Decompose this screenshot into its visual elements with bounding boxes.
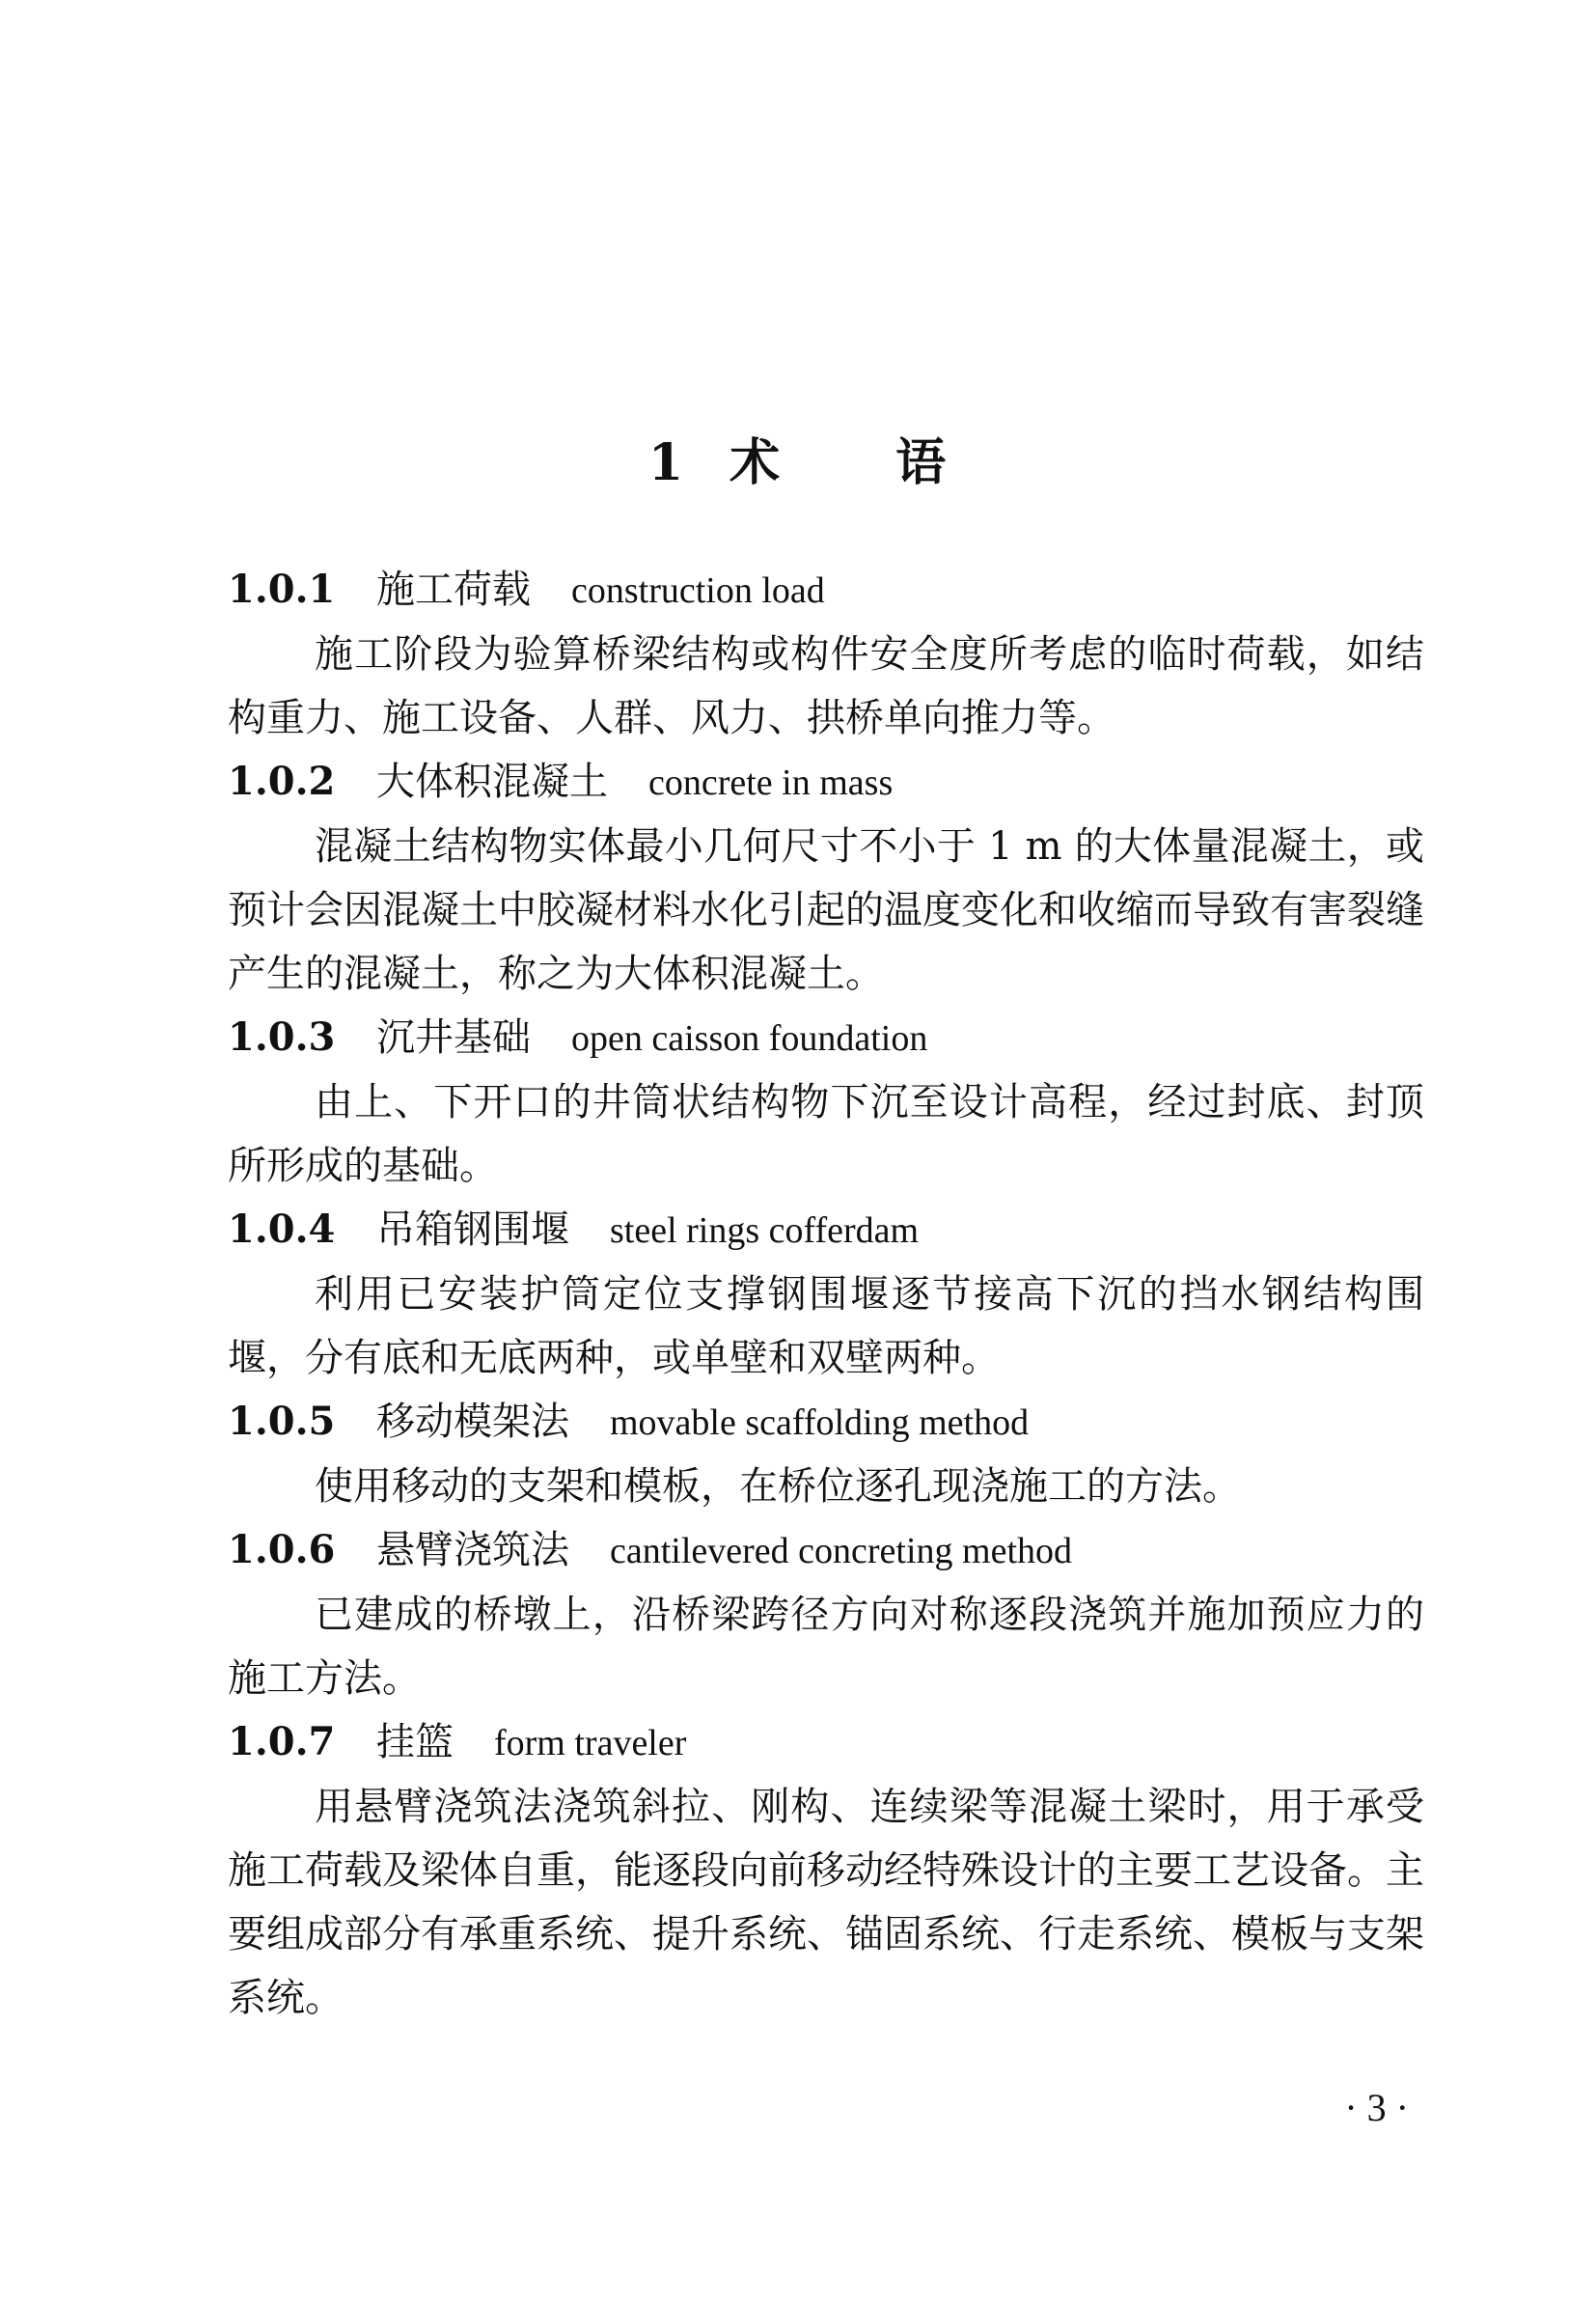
chapter-title (0, 425, 1596, 502)
page-number: · 3 · (1344, 2086, 1409, 2129)
term-definition: 已建成的桥墩上，沿桥梁跨径方向对称逐段浇筑并施加预应力的施工方法。 (228, 1593, 1424, 1701)
term-heading (228, 558, 1424, 623)
chapter-title-char-2: 语 (895, 433, 949, 492)
term-entry (228, 1006, 1424, 1198)
term-number: 1.0.4 (228, 1207, 336, 1252)
term-definition: 施工阶段为验算桥梁结构或构件安全度所考虑的临时荷载，如结构重力、施工设备、人群、风力、拱桥单向推力等。 (228, 632, 1424, 740)
term-entry (228, 1518, 1424, 1710)
term-chinese-name: 挂篮 (376, 1720, 454, 1764)
term-english-name: movable scaffolding method (610, 1402, 1030, 1443)
chapter-number: 1 (647, 433, 686, 492)
term-definition: 用悬臂浇筑法浇筑斜拉、刚构、连续梁等混凝土梁时，用于承受施工荷载及梁体自重，能逐段向前移动经特殊设计的主要工艺设备。主要组成部分有承重系统、提升系统、锚固系统、行走系统、模板与支架系统。 (228, 1785, 1424, 2020)
term-definition: 使用移动的支架和模板，在桥位逐孔现浇施工的方法。 (315, 1464, 1241, 1509)
term-chinese-name: 吊箱钢围堰 (376, 1207, 569, 1252)
chapter-title-char-1: 术 (729, 433, 783, 492)
term-number: 1.0.7 (228, 1719, 336, 1764)
term-english-name: concrete in mass (648, 763, 894, 803)
term-english-name: construction load (571, 570, 825, 611)
term-number: 1.0.6 (228, 1527, 336, 1572)
term-heading (228, 1710, 1424, 1775)
term-entry (228, 1390, 1424, 1518)
term-english-name: form traveler (494, 1723, 687, 1763)
term-entry (228, 558, 1424, 750)
term-heading (228, 750, 1424, 815)
term-chinese-name: 移动模架法 (376, 1400, 569, 1444)
term-english-name: steel rings cofferdam (610, 1210, 920, 1251)
term-english-name: open caisson foundation (571, 1018, 928, 1059)
term-heading (228, 1390, 1424, 1455)
term-number: 1.0.2 (228, 759, 336, 804)
term-entry (228, 750, 1424, 1006)
term-entry (228, 1198, 1424, 1390)
term-chinese-name: 沉井基础 (376, 1015, 531, 1060)
term-number: 1.0.3 (228, 1014, 336, 1060)
term-number: 1.0.5 (228, 1399, 336, 1444)
term-heading (228, 1518, 1424, 1583)
term-heading (228, 1006, 1424, 1070)
term-definition: 混凝土结构物实体最小几何尺寸不小于 1 m 的大体量混凝土，或预计会因混凝土中胶凝材料水化引起的温度变化和收缩而导致有害裂缝产生的混凝土，称之为大体积混凝土。 (228, 824, 1424, 996)
term-definition: 利用已安装护筒定位支撑钢围堰逐节接高下沉的挡水钢结构围堰，分有底和无底两种，或单壁和双壁两种。 (228, 1272, 1424, 1380)
term-chinese-name: 大体积混凝土 (376, 760, 608, 804)
term-number: 1.0.1 (228, 567, 336, 612)
term-heading (228, 1198, 1424, 1262)
term-chinese-name: 悬臂浇筑法 (376, 1528, 569, 1572)
term-chinese-name: 施工荷载 (376, 568, 531, 612)
term-definition: 由上、下开口的井筒状结构物下沉至设计高程，经过封底、封顶所形成的基础。 (228, 1080, 1424, 1188)
terms-list (228, 558, 1424, 2030)
term-entry (228, 1710, 1424, 2030)
term-english-name: cantilevered concreting method (610, 1531, 1073, 1571)
